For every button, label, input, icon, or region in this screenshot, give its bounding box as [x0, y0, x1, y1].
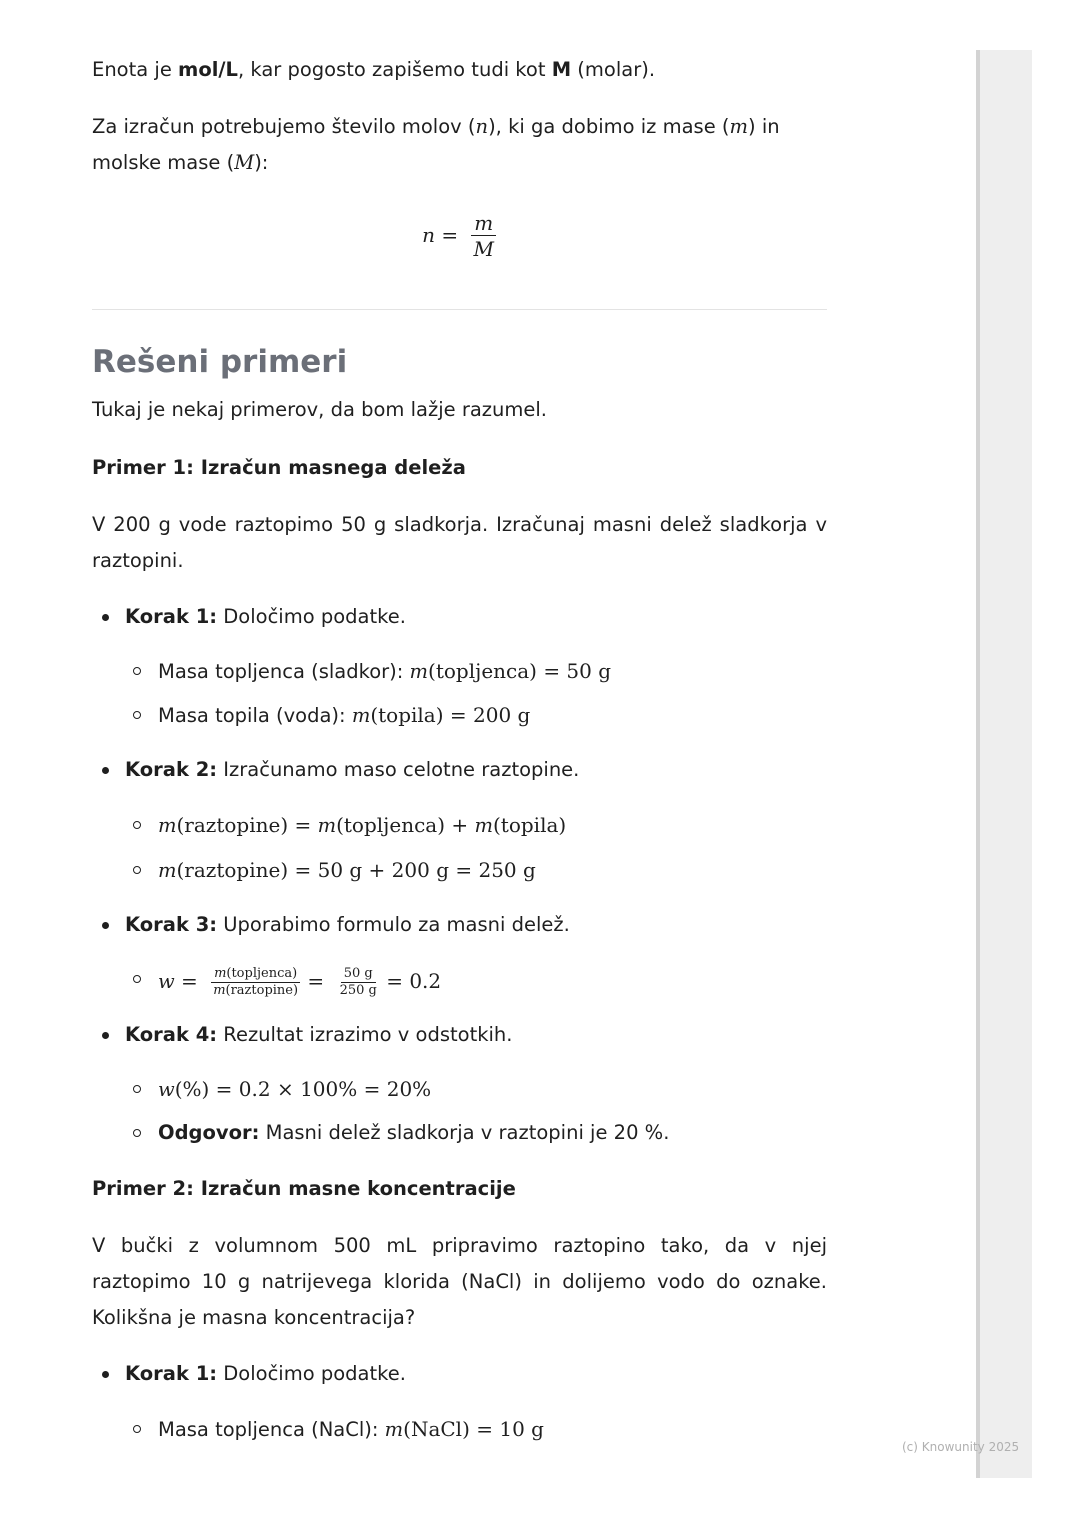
moles-formula: n = $\frac{m}{M}$ — [92, 211, 827, 281]
document-content — [92, 52, 827, 1448]
list-item: w(%) = 0.2 × 100% = 20% — [92, 1071, 827, 1108]
moles-paragraph: Za izračun potrebujemo število molov (n), ki ga dobimo iz mase (m) in molske mase (M): — [92, 115, 780, 174]
example2-title: Primer 2: Izračun masne koncentracije — [92, 1177, 516, 1200]
copyright-footer: (c) Knowunity 2025 — [902, 1440, 1020, 1454]
list-item: Masa topila (voda): m(topila) = 200 g — [92, 697, 827, 734]
example1-title: Primer 1: Izračun masnega deleža — [92, 456, 466, 479]
list-item: Korak 4: Rezultat izrazimo v odstotkih. — [92, 1017, 827, 1053]
fraction: $\frac{\text{m(topljenca)}}{\text{m(raztopine)}}$ — [210, 966, 301, 999]
fraction: $\frac{m}{M}$ — [470, 211, 496, 262]
unit-paragraph: Enota je mol/L, kar pogosto zapišemo tudi kot M (molar). — [92, 58, 656, 81]
section-title: Rešeni primeri — [92, 344, 348, 380]
list-item: Odgovor: Masni delež sladkorja v raztopini je 20 %. — [92, 1115, 827, 1151]
fraction: $\frac{50 g}{250 g}$ — [339, 966, 377, 998]
list-item: Masa topljenca (NaCl): m(NaCl) = 10 g — [92, 1411, 827, 1448]
list-item: Korak 2: Izračunamo maso celotne raztopine. — [92, 752, 827, 788]
list-item: Masa topljenca (sladkor): m(topljenca) = 50 g — [92, 653, 827, 690]
list-item: Korak 1: Določimo podatke. — [92, 1356, 827, 1392]
list-item: m(raztopine) = m(topljenca) + m(topila) — [92, 807, 827, 844]
section-divider — [92, 309, 827, 310]
list-item: Korak 1: Določimo podatke. — [92, 599, 827, 635]
list-item: w = $\frac{\text{m(topljenca)}}{\text{m(raztopine)}}$ = $\frac{50 g}{250 g}$ = 0.2 — [92, 961, 827, 1002]
example1-steps — [92, 599, 827, 1151]
side-panel — [976, 50, 1032, 1478]
list-item: Korak 3: Uporabimo formulo za masni delež. — [92, 907, 827, 943]
list-item: m(raztopine) = 50 g + 200 g = 250 g — [92, 852, 827, 889]
section-intro: Tukaj je nekaj primerov, da bom lažje razumel. — [92, 398, 547, 421]
example1-text: V 200 g vode raztopimo 50 g sladkorja. Izračunaj masni delež sladkorja v raztopini. — [92, 513, 827, 572]
example2-steps — [92, 1356, 827, 1448]
example2-text: V bučki z volumnom 500 mL pripravimo raztopino tako, da v njej raztopimo 10 g natrijevega klorida (NaCl) in dolijemo vodo do oznake. Kolikšna je masna koncentracija? — [92, 1234, 827, 1329]
